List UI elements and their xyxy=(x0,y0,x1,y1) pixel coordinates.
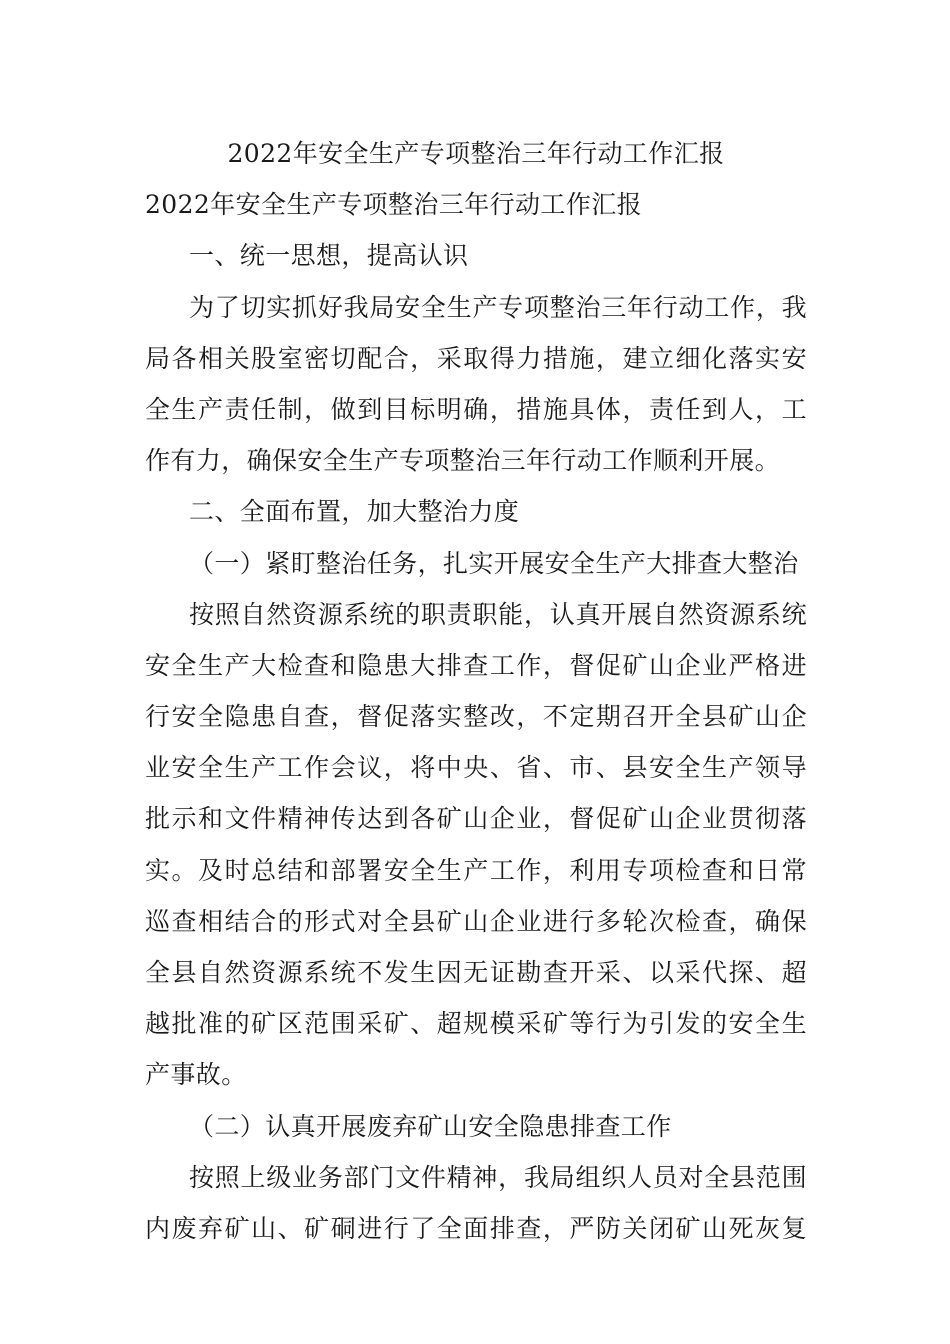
paragraph-2-line-6: 实。及时总结和部署安全生产工作，利用专项检查和日常 xyxy=(145,855,807,885)
section-heading-2: 二、全面布置，加大整治力度 xyxy=(189,497,520,527)
paragraph-2-line-1: 按照自然资源系统的职责职能，认真开展自然资源系统 xyxy=(189,599,807,629)
paragraph-2-line-3: 行安全隐患自查，督促落实整改，不定期召开全县矿山企 xyxy=(145,702,807,732)
paragraph-1-line-1: 为了切实抓好我局安全生产专项整治三年行动工作，我 xyxy=(189,292,807,322)
paragraph-2-line-2: 安全生产大检查和隐患大排查工作，督促矿山企业严格进 xyxy=(145,650,807,680)
paragraph-3-line-1: 按照上级业务部门文件精神，我局组织人员对全县范围 xyxy=(189,1162,807,1192)
paragraph-1-line-3: 全生产责任制，做到目标明确，措施具体，责任到人，工 xyxy=(145,394,807,424)
document-subtitle: 2022年安全生产专项整治三年行动工作汇报 xyxy=(145,190,643,220)
paragraph-3-line-2: 内废弃矿山、矿硐进行了全面排查，严防关闭矿山死灰复 xyxy=(145,1213,807,1243)
paragraph-2-line-10: 产事故。 xyxy=(145,1060,247,1090)
paragraph-2-line-9: 越批准的矿区范围采矿、超规模采矿等行为引发的安全生 xyxy=(145,1009,807,1039)
paragraph-1-line-4: 作有力，确保安全生产专项整治三年行动工作顺利开展。 xyxy=(145,446,781,476)
document-body xyxy=(145,128,807,1254)
subsection-heading-1: （一）紧盯整治任务，扎实开展安全生产大排查大整治 xyxy=(189,548,799,578)
paragraph-2-line-7: 巡查相结合的形式对全县矿山企业进行多轮次检查，确保 xyxy=(145,906,807,936)
document-title: 2022年安全生产专项整治三年行动工作汇报 xyxy=(227,139,725,168)
paragraph-1-line-2: 局各相关股室密切配合，采取得力措施，建立细化落实安 xyxy=(145,343,807,373)
section-heading-1: 一、统一思想，提高认识 xyxy=(189,241,469,271)
paragraph-2-line-4: 业安全生产工作会议，将中央、省、市、县安全生产领导 xyxy=(145,753,807,783)
subsection-heading-2: （二）认真开展废弃矿山安全隐患排查工作 xyxy=(189,1111,672,1141)
paragraph-2-line-8: 全县自然资源系统不发生因无证勘查开采、以采代探、超 xyxy=(145,958,807,987)
paragraph-2-line-5: 批示和文件精神传达到各矿山企业，督促矿山企业贯彻落 xyxy=(145,804,807,834)
